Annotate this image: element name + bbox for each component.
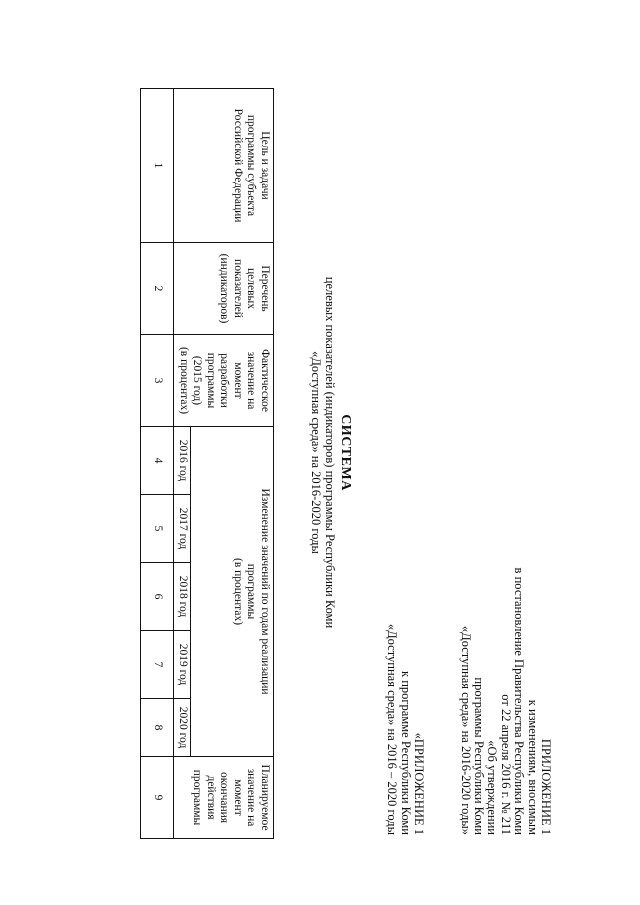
header-text: программы	[205, 352, 217, 409]
header-indicator-list	[174, 243, 274, 335]
appendix-1-header	[458, 568, 552, 835]
header-text: значение на	[245, 768, 258, 827]
header-text: значение на	[245, 351, 258, 410]
header-goal-tasks	[174, 89, 274, 243]
appendix-1-line: к изменениям, вносимым	[525, 699, 540, 835]
header-text: (в процентах)	[232, 557, 244, 626]
document-title: СИСТЕМА	[338, 414, 353, 491]
column-number: 8	[141, 699, 174, 757]
header-text: (индикаторов)	[218, 253, 231, 324]
header-yearly-change	[191, 427, 274, 757]
appendix-1-line: программы Республики Коми	[471, 677, 486, 835]
header-text: действия	[205, 775, 217, 820]
header-row	[191, 89, 274, 839]
column-number: 9	[141, 757, 174, 839]
appendix-1-line: от 22 апреля 2016 г. № 211	[498, 694, 513, 835]
appendix-1-line: «Об утверждении	[485, 740, 500, 835]
year-cell: 2020 год	[174, 699, 191, 757]
column-number: 6	[141, 563, 174, 631]
appendix-1-line: ПРИЛОЖЕНИЕ 1	[539, 738, 553, 835]
column-number: 1	[141, 89, 174, 243]
header-text: окончания	[218, 771, 231, 824]
column-number: 2	[141, 243, 174, 335]
year-cell: 2019 год	[174, 631, 191, 699]
document-subtitle-line-1: целевых показателей (индикаторов) программы Республики Коми	[323, 276, 337, 629]
column-number: 4	[141, 427, 174, 495]
header-text: программы субъекта	[245, 114, 258, 217]
header-text: (2015 год)	[191, 355, 204, 406]
header-text: момент	[232, 362, 244, 399]
header-text: Изменение значений по годам реализации	[259, 488, 271, 695]
appendix-2-line: «Доступная среда» на 2016 – 2020 годы	[385, 623, 400, 835]
appendix-1-line: в постановление Правительства Республики Коми	[512, 567, 527, 835]
column-number: 3	[141, 335, 174, 427]
column-numbers-row	[141, 89, 174, 839]
header-text: программы	[245, 563, 258, 620]
column-number: 5	[141, 495, 174, 563]
header-text: Планируемое	[259, 764, 271, 831]
appendix-2-line: к программе Республики Коми	[398, 671, 413, 835]
indicators-table	[141, 88, 275, 839]
header-text: (в процентах)	[178, 346, 190, 415]
appendix-2-line: «ПРИЛОЖЕНИЕ 1	[412, 732, 426, 835]
header-text: момент	[232, 779, 244, 816]
year-cell: 2018 год	[174, 563, 191, 631]
appendix-1-line: «Доступная среда» на 2016-2020 годы»	[458, 625, 473, 835]
appendix-2-header	[385, 624, 425, 835]
year-cell: 2016 год	[174, 427, 191, 495]
column-number: 7	[141, 631, 174, 699]
header-text: показателей	[232, 259, 244, 318]
header-text: Российской Федерации	[232, 108, 244, 223]
header-text: разработки	[218, 353, 231, 408]
header-text: Перечень целевых	[245, 265, 271, 312]
header-text: программы	[191, 769, 204, 826]
header-text: Цель и задачи	[259, 131, 271, 200]
document-title-block	[309, 0, 353, 905]
header-planned-value	[174, 757, 274, 839]
document-subtitle-line-2: «Доступная среда» на 2016-2020 годы	[309, 351, 323, 554]
year-cell: 2017 год	[174, 495, 191, 563]
header-text: Фактическое	[259, 348, 271, 413]
header-actual-value	[174, 335, 274, 427]
